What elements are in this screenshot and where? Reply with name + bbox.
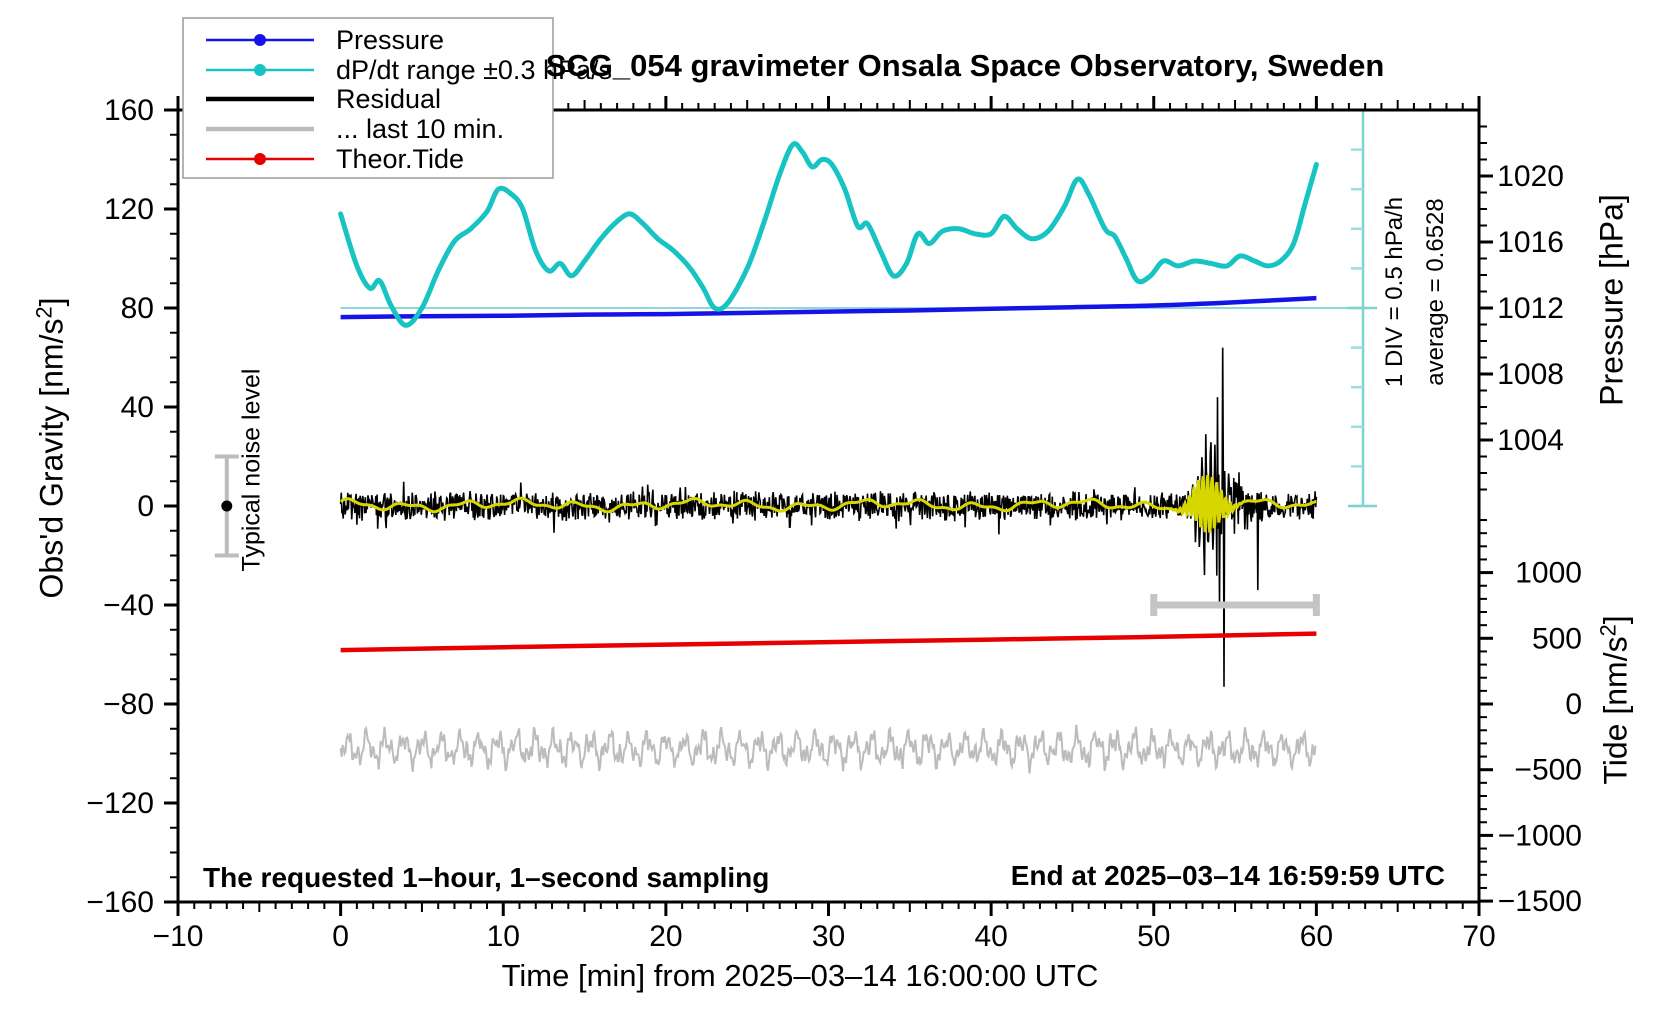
legend-label-residual: Residual <box>336 84 442 114</box>
x-tick-label: 10 <box>486 920 520 953</box>
tide-axis-title <box>1595 615 1635 785</box>
x-tick-label: 60 <box>1299 920 1334 953</box>
x-axis-title: Time [min] from 2025–03–14 16:00:00 UTC <box>501 958 1099 993</box>
tide-tick-label: −1000 <box>1497 819 1582 853</box>
typical-noise-label: Typical noise level <box>237 368 266 572</box>
x-tick-label: 0 <box>332 920 349 953</box>
div-scale-label: 1 DIV = 0.5 hPa/h <box>1381 196 1408 388</box>
gravity-tick-label: 80 <box>120 292 154 325</box>
gravity-tick-label: 160 <box>103 94 154 127</box>
gravity-tick-label: −120 <box>86 787 154 820</box>
legend-dot-tide <box>254 153 266 165</box>
gravity-tick-label: 0 <box>137 490 154 523</box>
data-series <box>215 110 1377 773</box>
gravity-axis-title-post: ] <box>33 297 70 307</box>
average-label: average = 0.6528 <box>1422 198 1449 386</box>
gravity-axis-title-sup: 2 <box>31 306 57 319</box>
sampling-note: The requested 1–hour, 1–second sampling <box>203 862 770 893</box>
gravity-axis-title-pre: Obs'd Gravity [nm/s <box>33 318 70 599</box>
x-tick-label: 40 <box>974 920 1008 953</box>
tide-tick-label: −1500 <box>1497 885 1582 919</box>
gravity-tick-label: −80 <box>103 688 154 721</box>
tide-axis-title-pre: Tide [nm/s <box>1597 636 1634 785</box>
x-tick-label: 50 <box>1137 920 1171 953</box>
tide-tick-label: 0 <box>1565 688 1582 721</box>
x-tick-label: −10 <box>152 920 204 953</box>
gravity-tick-label: −40 <box>103 589 154 622</box>
gravity-tick-label: −160 <box>86 886 154 919</box>
pressure-tick-label: 1004 <box>1497 424 1564 457</box>
pressure-axis-title: Pressure [hPa] <box>1593 194 1630 406</box>
legend-dot-pressure <box>254 34 266 46</box>
x-tick-label: 20 <box>649 920 683 953</box>
gravity-tick-label: 120 <box>103 193 154 226</box>
curve-tide <box>341 634 1317 651</box>
pressure-tick-label: 1008 <box>1497 358 1564 391</box>
tide-tick-label: 500 <box>1531 622 1582 656</box>
x-tick-label: 30 <box>811 920 846 953</box>
legend-dot-dpdt <box>254 64 266 76</box>
legend-label-last10: ... last 10 min. <box>336 114 505 144</box>
tide-tick-label: −500 <box>1514 753 1582 787</box>
chart-title: SCG_054 gravimeter Onsala Space Observatory, Sweden <box>545 48 1385 83</box>
legend-label-dpdt: dP/dt range ±0.3 hPa/s <box>336 55 612 85</box>
pressure-tick-label: 1020 <box>1497 160 1564 193</box>
legend-label-tide: Theor.Tide <box>336 144 465 174</box>
gravity-axis-title <box>31 297 71 599</box>
tide-tick-label: 1000 <box>1515 556 1582 590</box>
legend-box <box>183 18 612 178</box>
tide-axis-title-post: ] <box>1597 615 1634 625</box>
pressure-tick-label: 1016 <box>1497 226 1564 259</box>
noise-marker-dot <box>221 501 232 512</box>
end-time-note: End at 2025–03–14 16:59:59 UTC <box>1010 860 1445 891</box>
tide-axis-title-sup: 2 <box>1595 624 1621 637</box>
curve-last10-gray <box>341 725 1317 774</box>
pressure-tick-label: 1012 <box>1497 292 1564 325</box>
x-tick-label: 70 <box>1462 920 1496 953</box>
legend-label-pressure: Pressure <box>336 25 445 55</box>
axis-tick-labels <box>86 94 1582 953</box>
gravity-tick-label: 40 <box>120 391 154 424</box>
